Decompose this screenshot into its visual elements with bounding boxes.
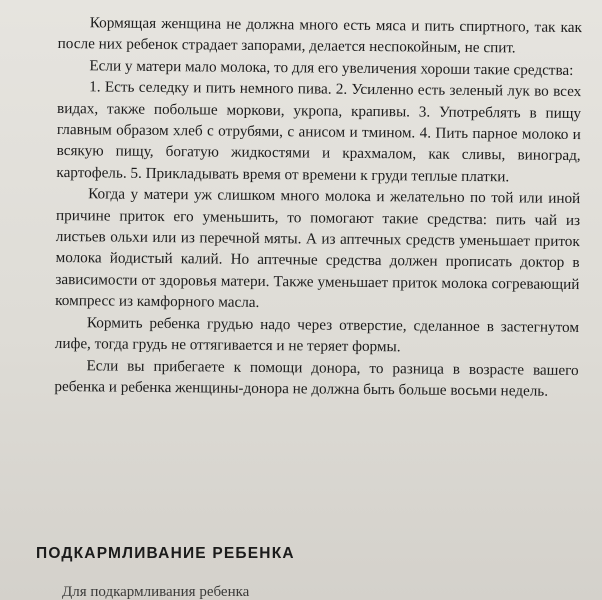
paragraph-feeding-bodice: Кормить ребенка грудью надо через отверстие, сделанное в застегнутом лифе, тогда грудь не оттягивается и не теряет формы. (54, 313, 580, 356)
paragraph-excess-milk: Когда у матери уж слишком много молока и желательно по той или иной причине приток его уменьшить, то помогают такие средства: пить чай из листьев ольхи или из перечной мяты. А из аптечных средств уменьшает приток молока йодистый калий. Но аптечные средства должен прописать доктор в зависимости от здоровья матери. Также уменьшает приток молока согревающий компресс из камфорного масла. (55, 185, 581, 312)
paragraph-remedies-list: 1. Есть селедку и пить немного пива. 2. Усиленно есть зеленый лук во всех видах, также побольше моркови, укропа, крапивы. 3. Употреблять в пищу главным образом хлеб с отрубями, с анисом и тмином. 4. Пить парное молоко и всякую пищу, богатую жидкостями и крахмалом, как сливы, виноград, картофель. 5. Прикладывать время от времени к груди теплые платки. (56, 78, 582, 186)
body-text (54, 12, 582, 402)
cutoff-text-line: Для подкармливания ребенка (62, 584, 250, 600)
paragraph-drinking: Кормящая женщина не должна много есть мяса и пить спиртного, так как после них ребенок страдает запорами, делается неспокойным, не спит. (57, 14, 582, 57)
section-heading: ПОДКАРМЛИВАНИЕ РЕБЕНКА (36, 545, 295, 562)
paragraph-low-milk: Если у матери мало молока, то для его увеличения хороши такие средства: (89, 57, 574, 79)
paragraph-donor: Если вы прибегаете к помощи донора, то разница в возрасте вашего ребенка и ребенка женщины-донора не должна быть больше восьми недель. (54, 356, 579, 400)
